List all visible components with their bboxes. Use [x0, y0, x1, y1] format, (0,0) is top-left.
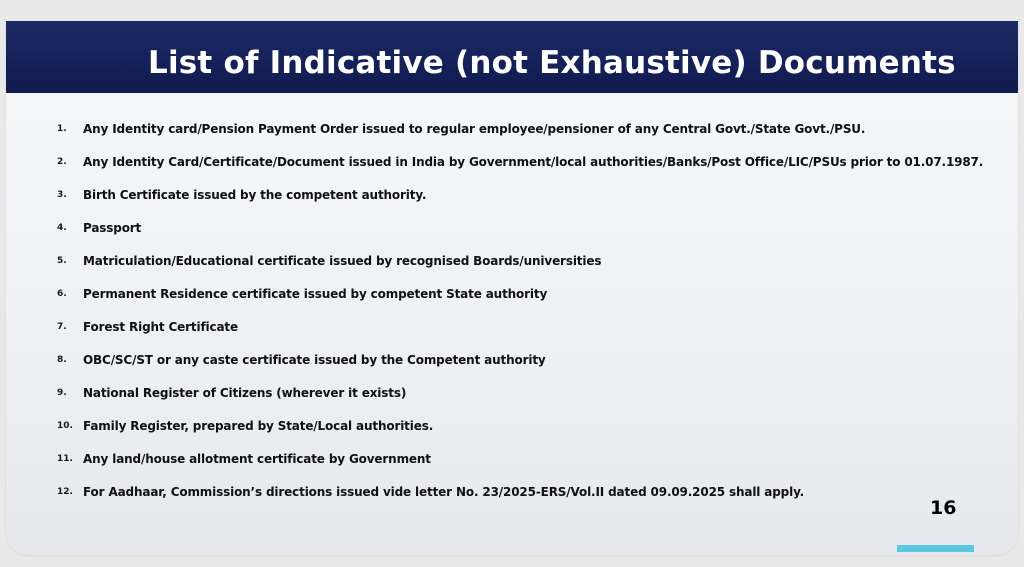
list-item	[57, 212, 987, 245]
list-item	[57, 377, 987, 410]
accent-bar	[897, 545, 974, 552]
list-item-number: 6.	[57, 289, 67, 299]
list-item-number: 11.	[57, 454, 73, 464]
list-item	[57, 476, 987, 509]
list-item-text: Matriculation/Educational certificate issued by recognised Boards/universities	[83, 254, 602, 268]
list-item-text: Any Identity Card/Certificate/Document issued in India by Government/local authorities/Banks/Post Office/LIC/PSUs prior to 01.07.1987.	[83, 155, 984, 169]
list-item	[57, 443, 987, 476]
list-item-text: Passport	[83, 221, 142, 235]
list-item-number: 4.	[57, 223, 67, 233]
list-item-number: 7.	[57, 322, 67, 332]
list-item-number: 10.	[57, 421, 73, 431]
list-item	[57, 113, 987, 146]
list-item-number: 1.	[57, 124, 67, 134]
list-item-number: 5.	[57, 256, 67, 266]
list-item	[57, 410, 987, 443]
list-item-text: OBC/SC/ST or any caste certificate issued by the Competent authority	[83, 353, 546, 367]
list-item	[57, 278, 987, 311]
list-item-number: 9.	[57, 388, 67, 398]
list-item-text: Any land/house allotment certificate by Government	[83, 452, 431, 466]
list-item-text: For Aadhaar, Commission’s directions issued vide letter No. 23/2025-ERS/Vol.II dated 09.09.2025 shall apply.	[83, 485, 805, 499]
list-item-text: Any Identity card/Pension Payment Order issued to regular employee/pensioner of any Central Govt./State Govt./PSU.	[83, 122, 866, 136]
list-item-number: 8.	[57, 355, 67, 365]
document-list	[57, 113, 987, 509]
slide-header	[6, 21, 1018, 93]
list-item	[57, 344, 987, 377]
page-number: 16	[930, 497, 957, 519]
list-item-number: 2.	[57, 157, 67, 167]
list-item-number: 3.	[57, 190, 67, 200]
list-item-number: 12.	[57, 487, 73, 497]
list-item-text: Family Register, prepared by State/Local authorities.	[83, 419, 434, 433]
list-item-text: Forest Right Certificate	[83, 320, 239, 334]
list-item-text: Birth Certificate issued by the competent authority.	[83, 188, 427, 202]
list-item	[57, 146, 987, 179]
list-item-text: Permanent Residence certificate issued by competent State authority	[83, 287, 548, 301]
slide-title: List of Indicative (not Exhaustive) Documents	[148, 45, 956, 81]
list-item	[57, 311, 987, 344]
list-item-text: National Register of Citizens (wherever it exists)	[83, 386, 407, 400]
list-item	[57, 179, 987, 212]
list-item	[57, 245, 987, 278]
